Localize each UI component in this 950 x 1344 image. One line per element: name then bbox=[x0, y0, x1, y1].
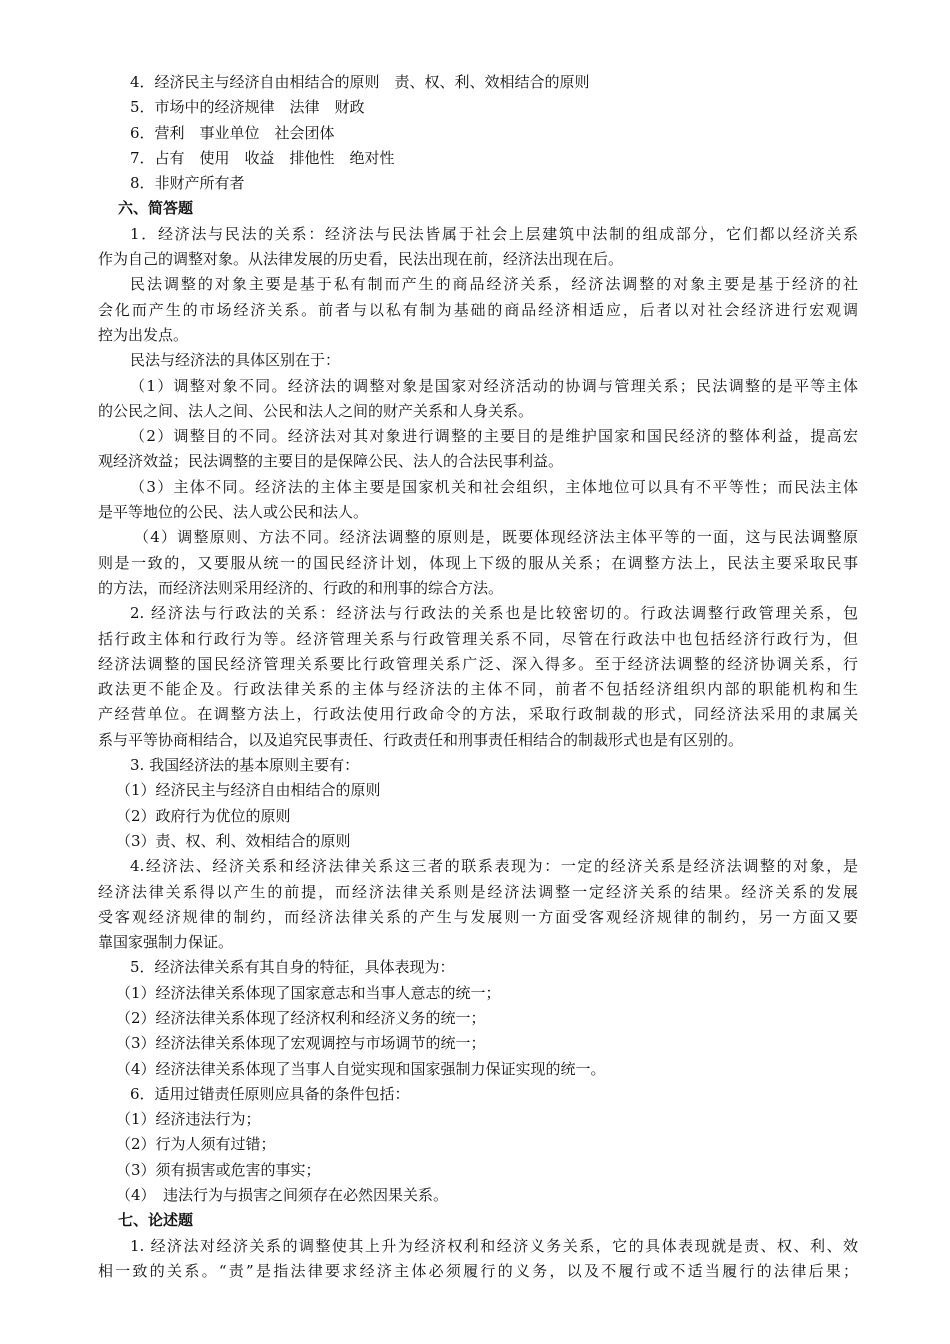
text-line: （1）经济法律关系体现了国家意志和当事人意志的统一； bbox=[116, 983, 501, 1002]
text-line: （3）须有损害或危害的事实； bbox=[116, 1160, 321, 1179]
text-line: 则是一致的，又要服从统一的国民经济计划，体现上下级的服从关系；在调整方法上，民法主要采取民事 bbox=[98, 553, 858, 572]
text-line: 2. 经济法与行政法的关系：经济法与行政法的关系也是比较密切的。行政法调整行政管理关系，包 bbox=[130, 604, 858, 623]
text-line: （2）行为人须有过错； bbox=[116, 1135, 276, 1154]
text-line: 受客观经济规律的制约，而经济法律关系的产生与发展则一方面受客观经济规律的制约，另一方面又要 bbox=[98, 907, 858, 926]
text-line: 6．适用过错责任原则应具备的条件包括： bbox=[130, 1084, 410, 1103]
text-line: 政法更不能企及。行政法律关系的主体与经济法的主体不同，前者不包括经济组织内部的职能机构和生 bbox=[98, 680, 858, 699]
text-line: （2）调整目的不同。经济法对其对象进行调整的主要目的是维护国家和国民经济的整体利益，提高宏 bbox=[130, 427, 858, 446]
text-line: 7．占有 使用 收益 排他性 绝对性 bbox=[130, 148, 395, 167]
text-line: 作为自己的调整对象。从法律发展的历史看，民法出现在前，经济法出现在后。 bbox=[98, 250, 624, 269]
text-line: 5．经济法律关系有其自身的特征，具体表现为： bbox=[130, 958, 455, 977]
text-line: 5．市场中的经济规律 法律 财政 bbox=[130, 98, 365, 117]
text-line: 4．经济民主与经济自由相结合的原则 责、权、利、效相结合的原则 bbox=[130, 73, 590, 91]
text-line: 经济法调整的国民经济管理关系要比行政管理关系广泛、深入得多。至于经济法调整的经济协调关系，行 bbox=[98, 654, 858, 673]
text-line: 民法与经济法的具体区别在于： bbox=[130, 351, 341, 370]
text-line: 1．经济法与民法的关系：经济法与民法皆属于社会上层建筑中法制的组成部分，它们都以经济关系 bbox=[130, 224, 858, 243]
document-body bbox=[98, 70, 858, 1284]
text-line: （1）经济民主与经济自由相结合的原则 bbox=[116, 781, 381, 800]
text-line: （2）政府行为优位的原则 bbox=[116, 806, 291, 825]
text-line: 括行政主体和行政行为等。经济管理关系与行政管理关系不同，尽管在行政法中也包括经济行政行为，但 bbox=[98, 629, 858, 648]
text-line: （3）责、权、利、效相结合的原则 bbox=[116, 831, 351, 850]
text-line: 1. 经济法对经济关系的调整使其上升为经济权利和经济义务关系，它的具体表现就是责、权、利、效 bbox=[130, 1236, 858, 1255]
text-line: （2）经济法律关系体现了经济权利和经济义务的统一； bbox=[116, 1008, 486, 1027]
text-line: 靠国家强制力保证。 bbox=[98, 933, 234, 952]
text-line: （3）主体不同。经济法的主体主要是国家机关和社会组织，主体地位可以具有不平等性；而民法主体 bbox=[130, 477, 858, 496]
text-line: 民法调整的对象主要是基于私有制而产生的商品经济关系，经济法调整的对象主要是基于经济的社 bbox=[130, 275, 858, 294]
text-line: 系与平等协商相结合，以及追究民事责任、行政责任和刑事责任相结合的制裁形式也是有区别的。 bbox=[98, 730, 744, 749]
text-line: （3）经济法律关系体现了宏观调控与市场调节的统一； bbox=[116, 1034, 486, 1053]
text-line: 经济法律关系得以产生的前提，而经济法律关系则是经济法调整一定经济关系的结果。经济关系的发展 bbox=[98, 882, 858, 901]
text-line: 会化而产生的市场经济关系。前者与以私有制为基础的商品经济相适应，后者以对社会经济进行宏观调 bbox=[98, 300, 858, 319]
text-line: 产经营单位。在调整方法上，行政法使用行政命令的方法，采取行政制裁的形式，同经济法采用的隶属关 bbox=[98, 705, 858, 724]
text-line: 4.经济法、经济关系和经济法律关系这三者的联系表现为：一定的经济关系是经济法调整的对象，是 bbox=[130, 857, 858, 876]
text-line: 是平等地位的公民、法人或公民和法人。 bbox=[98, 503, 369, 522]
text-line: 的公民之间、法人之间、公民和法人之间的财产关系和人身关系。 bbox=[98, 401, 534, 420]
text-line: 的方法，而经济法则采用经济的、行政的和刑事的综合方法。 bbox=[98, 578, 504, 597]
text-line: （1）调整对象不同。经济法的调整对象是国家对经济活动的协调与管理关系；民法调整的是平等主体 bbox=[130, 376, 858, 395]
text-line: 相一致的关系。“责”是指法律要求经济主体必须履行的义务，以及不履行或不适当履行的法律后果； bbox=[98, 1261, 858, 1280]
text-line: （1）经济违法行为； bbox=[116, 1110, 261, 1129]
text-line: （4）经济法律关系体现了当事人自觉实现和国家强制力保证实现的统一。 bbox=[116, 1059, 606, 1078]
text-line: 6．营利 事业单位 社会团体 bbox=[130, 123, 335, 142]
text-line: （4）调整原则、方法不同。经济法调整的原则是，既要体现经济法主体平等的一面，这与民法调整原 bbox=[134, 528, 858, 547]
text-line: 观经济效益；民法调整的主要目的是保障公民、法人的合法民事利益。 bbox=[98, 452, 564, 471]
text-line: （4） 违法行为与损害之间须存在必然因果关系。 bbox=[116, 1186, 449, 1205]
section-heading: 七、论述题 bbox=[118, 1211, 194, 1230]
text-line: 3. 我国经济法的基本原则主要有： bbox=[130, 756, 360, 775]
text-line: 8．非财产所有者 bbox=[130, 174, 245, 193]
section-heading: 六、简答题 bbox=[118, 199, 194, 218]
text-line: 控为出发点。 bbox=[98, 325, 189, 344]
